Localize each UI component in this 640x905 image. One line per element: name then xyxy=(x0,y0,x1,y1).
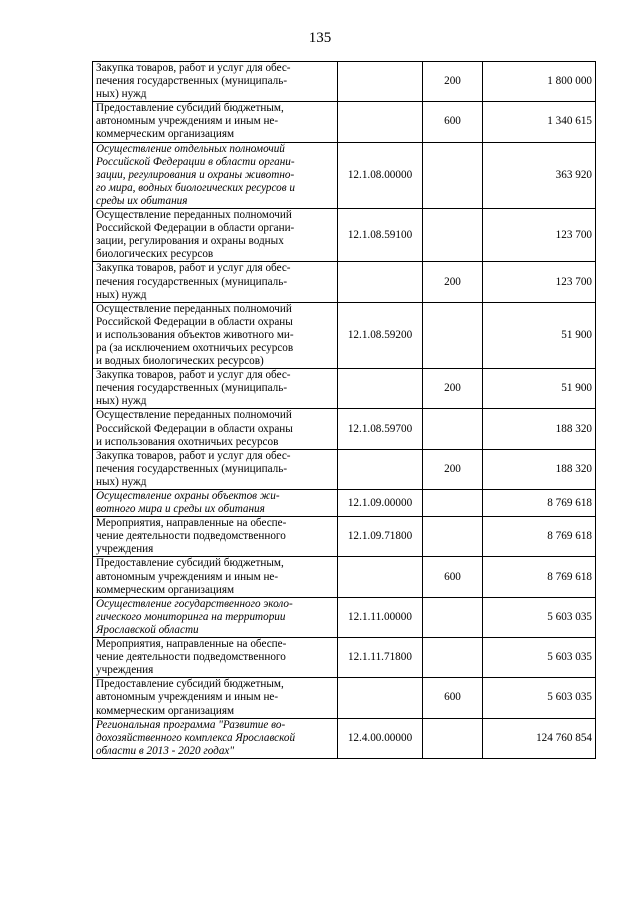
row-code-cell: 12.1.08.59100 xyxy=(338,209,423,262)
table-row xyxy=(93,209,596,262)
row-expense-type-cell xyxy=(423,490,483,517)
row-amount-cell: 5 603 035 xyxy=(483,638,596,678)
table-row xyxy=(93,557,596,597)
table-row xyxy=(93,718,596,758)
row-expense-type-cell xyxy=(423,142,483,208)
table-row xyxy=(93,517,596,557)
row-name-line: Закупка товаров, работ и услуг для обес- xyxy=(96,62,291,74)
row-name-cell xyxy=(93,597,338,637)
row-name-line: автономным учреждениям и иным не- xyxy=(96,691,279,704)
row-name-line: дохозяйственного комплекса Ярославской xyxy=(96,731,296,744)
row-name-line: ных) нужд xyxy=(96,288,147,301)
table-row xyxy=(93,409,596,449)
row-name-line: и использования объектов животного ми- xyxy=(96,328,294,341)
row-name-cell xyxy=(93,302,338,368)
row-amount-cell: 51 900 xyxy=(483,369,596,409)
row-code-cell: 12.1.11.71800 xyxy=(338,638,423,678)
row-name-line: Ярославской области xyxy=(96,623,199,636)
row-expense-type-cell xyxy=(423,209,483,262)
row-code-cell xyxy=(338,557,423,597)
row-expense-type-cell: 200 xyxy=(423,369,483,409)
row-name-cell xyxy=(93,678,338,718)
row-name-line: чение деятельности подведомственного xyxy=(96,651,286,664)
row-name-line: Закупка товаров, работ и услуг для обес- xyxy=(96,449,291,462)
table-row xyxy=(93,678,596,718)
table-row xyxy=(93,597,596,637)
row-amount-cell: 188 320 xyxy=(483,449,596,489)
row-name-line: ра (за исключением охотничьих ресурсов xyxy=(96,341,294,354)
table-row xyxy=(93,62,596,102)
row-code-cell: 12.1.08.00000 xyxy=(338,142,423,208)
row-name-line: коммерческим организациям xyxy=(96,128,235,141)
row-expense-type-cell xyxy=(423,409,483,449)
row-name-line: Мероприятия, направленные на обеспе- xyxy=(96,638,287,651)
row-name-line: автономным учреждениям и иным не- xyxy=(96,570,279,583)
row-code-cell: 12.1.09.71800 xyxy=(338,517,423,557)
row-name-cell xyxy=(93,409,338,449)
row-name-line: и использования охотничьих ресурсов xyxy=(96,435,279,448)
row-name-line: печения государственных (муниципаль- xyxy=(96,275,288,288)
row-name-line: Региональная программа "Развитие во- xyxy=(96,718,286,731)
row-name-line: коммерческим организациям xyxy=(96,704,235,717)
row-expense-type-cell: 600 xyxy=(423,557,483,597)
row-name-cell xyxy=(93,449,338,489)
row-name-line: ных) нужд xyxy=(96,88,147,101)
row-name-line: ных) нужд xyxy=(96,395,147,408)
row-expense-type-cell xyxy=(423,718,483,758)
table-row xyxy=(93,490,596,517)
row-name-cell xyxy=(93,102,338,142)
row-expense-type-cell: 600 xyxy=(423,678,483,718)
row-expense-type-cell: 200 xyxy=(423,449,483,489)
row-name-line: Российской Федерации в области органи- xyxy=(96,155,295,168)
row-name-line: области в 2013 - 2020 годах" xyxy=(96,744,235,757)
row-name-line: среды их обитания xyxy=(96,194,188,207)
row-name-line: го мира, водных биологических ресурсов и xyxy=(96,181,296,194)
row-name-cell xyxy=(93,262,338,302)
row-amount-cell: 188 320 xyxy=(483,409,596,449)
row-name-line: Закупка товаров, работ и услуг для обес- xyxy=(96,369,291,382)
row-expense-type-cell xyxy=(423,517,483,557)
row-amount-cell: 124 760 854 xyxy=(483,718,596,758)
row-name-cell xyxy=(93,517,338,557)
row-code-cell xyxy=(338,102,423,142)
row-code-cell: 12.1.08.59700 xyxy=(338,409,423,449)
row-name-line: зации, регулирования и охраны животно- xyxy=(96,168,295,181)
row-amount-cell: 5 603 035 xyxy=(483,597,596,637)
row-expense-type-cell xyxy=(423,302,483,368)
row-name-line: учреждения xyxy=(96,543,154,556)
table-row xyxy=(93,369,596,409)
row-code-cell: 12.1.11.00000 xyxy=(338,597,423,637)
row-name-line: Предоставление субсидий бюджетным, xyxy=(96,557,284,570)
row-name-line: Осуществление переданных полномочий xyxy=(96,302,292,315)
row-code-cell xyxy=(338,678,423,718)
table-row xyxy=(93,102,596,142)
row-name-line: и водных биологических ресурсов) xyxy=(96,355,264,368)
row-name-line: биологических ресурсов xyxy=(96,248,214,261)
row-name-line: учреждения xyxy=(96,664,154,677)
row-amount-cell: 123 700 xyxy=(483,262,596,302)
row-name-line: Осуществление отдельных полномочий xyxy=(96,142,285,155)
row-name-cell xyxy=(93,718,338,758)
row-name-line: Предоставление субсидий бюджетным, xyxy=(96,102,284,115)
row-name-line: печения государственных (муниципаль- xyxy=(96,75,288,88)
row-name-cell xyxy=(93,209,338,262)
row-amount-cell: 363 920 xyxy=(483,142,596,208)
row-name-line: автономным учреждениям и иным не- xyxy=(96,115,279,128)
budget-table-body xyxy=(93,62,596,759)
row-name-line: Предоставление субсидий бюджетным, xyxy=(96,678,284,691)
row-name-line: печения государственных (муниципаль- xyxy=(96,462,288,475)
row-expense-type-cell xyxy=(423,638,483,678)
row-code-cell xyxy=(338,62,423,102)
row-name-line: гического мониторинга на территории xyxy=(96,610,286,623)
row-expense-type-cell: 600 xyxy=(423,102,483,142)
page-number: 135 xyxy=(308,30,332,46)
row-code-cell: 12.4.00.00000 xyxy=(338,718,423,758)
row-name-line: Мероприятия, направленные на обеспе- xyxy=(96,517,287,530)
row-name-line: Российской Федерации в области охраны xyxy=(96,422,293,435)
row-name-line: вотного мира и среды их обитания xyxy=(96,503,265,516)
row-name-line: Осуществление охраны объектов жи- xyxy=(96,490,280,502)
row-code-cell xyxy=(338,449,423,489)
row-expense-type-cell: 200 xyxy=(423,262,483,302)
row-code-cell xyxy=(338,262,423,302)
row-expense-type-cell: 200 xyxy=(423,62,483,102)
row-amount-cell: 123 700 xyxy=(483,209,596,262)
row-name-line: Осуществление переданных полномочий xyxy=(96,409,292,422)
table-row xyxy=(93,449,596,489)
row-name-cell xyxy=(93,638,338,678)
row-amount-cell: 1 800 000 xyxy=(483,62,596,102)
row-name-cell xyxy=(93,490,338,517)
row-name-line: зации, регулирования и охраны водных xyxy=(96,235,284,248)
table-row xyxy=(93,262,596,302)
row-name-line: Закупка товаров, работ и услуг для обес- xyxy=(96,262,291,275)
row-name-line: ных) нужд xyxy=(96,475,147,488)
row-amount-cell: 8 769 618 xyxy=(483,557,596,597)
row-name-cell xyxy=(93,142,338,208)
row-name-line: Осуществление переданных полномочий xyxy=(96,209,292,222)
table-row xyxy=(93,142,596,208)
row-name-line: коммерческим организациям xyxy=(96,583,235,596)
row-name-line: Российской Федерации в области органи- xyxy=(96,222,295,235)
row-code-cell xyxy=(338,369,423,409)
row-name-line: чение деятельности подведомственного xyxy=(96,530,286,543)
row-name-line: печения государственных (муниципаль- xyxy=(96,382,288,395)
row-name-cell xyxy=(93,369,338,409)
table-row xyxy=(93,638,596,678)
row-amount-cell: 8 769 618 xyxy=(483,517,596,557)
row-amount-cell: 8 769 618 xyxy=(483,490,596,517)
row-expense-type-cell xyxy=(423,597,483,637)
row-name-cell xyxy=(93,62,338,102)
row-amount-cell: 5 603 035 xyxy=(483,678,596,718)
row-name-cell xyxy=(93,557,338,597)
row-name-line: Российской Федерации в области охраны xyxy=(96,315,293,328)
row-code-cell: 12.1.08.59200 xyxy=(338,302,423,368)
row-name-line: Осуществление государственного эколо- xyxy=(96,597,293,610)
row-code-cell: 12.1.09.00000 xyxy=(338,490,423,517)
budget-table xyxy=(92,61,596,759)
row-amount-cell: 51 900 xyxy=(483,302,596,368)
row-amount-cell: 1 340 615 xyxy=(483,102,596,142)
table-row xyxy=(93,302,596,368)
